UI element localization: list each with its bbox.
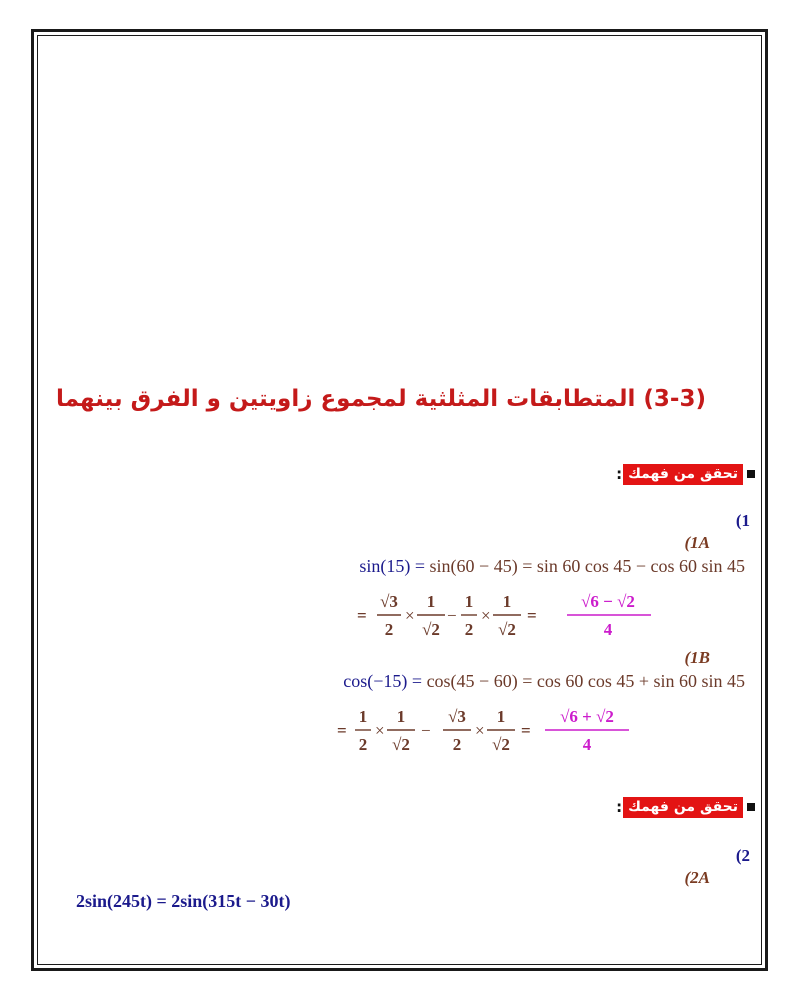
f1-num4: 1 xyxy=(502,592,512,611)
f2-num1: 1 xyxy=(358,707,368,726)
fraction-line-2-svg xyxy=(335,700,645,760)
f1-den4: √2 xyxy=(498,620,516,639)
check-badge: تحقق من فهمك xyxy=(623,797,743,818)
f2-num4: 1 xyxy=(496,707,506,726)
question-2-label: (2 xyxy=(735,846,750,865)
equation-sin15 xyxy=(359,556,745,577)
question-1-label: (1 xyxy=(735,511,750,530)
f1-den1: 2 xyxy=(384,620,394,639)
check-colon: : xyxy=(616,465,623,483)
f1-num2: 1 xyxy=(426,592,436,611)
check-understanding-1 xyxy=(616,463,755,485)
f1-num3: 1 xyxy=(464,592,474,611)
f2-num3: √3 xyxy=(448,707,466,726)
f2-times2: × xyxy=(475,721,485,740)
f1-den3: 2 xyxy=(464,620,474,639)
part-1a-label: (1A xyxy=(684,533,710,552)
f2-den2: √2 xyxy=(392,735,410,754)
fraction-line-1-svg xyxy=(355,585,665,645)
check-understanding-2 xyxy=(616,796,755,818)
check-colon: : xyxy=(616,798,623,816)
f2-den1: 2 xyxy=(358,735,368,754)
equation-sin15-lhs: sin(15) = xyxy=(359,556,426,576)
part-1b-label: (1B xyxy=(684,648,710,667)
f1-times1: × xyxy=(405,606,415,625)
part-2a-label: (2A xyxy=(684,868,710,887)
check-badge: تحقق من فهمك xyxy=(623,464,743,485)
lesson-title: (3-3) المتطابقات المثلثية لمجموع زاويتين و الفرق بينهما xyxy=(56,386,706,412)
f2-minus: − xyxy=(421,721,431,740)
f2-result-num: √6 + √2 xyxy=(560,707,614,726)
f2-eq: = xyxy=(337,721,347,740)
f1-result-num: √6 − √2 xyxy=(581,592,635,611)
equation-cos-neg15-rhs: cos(45 − 60) = cos 60 cos 45 + sin 60 sin 45 xyxy=(426,671,745,691)
f2-den3: 2 xyxy=(452,735,462,754)
f2-den4: √2 xyxy=(492,735,510,754)
f2-num2: 1 xyxy=(396,707,406,726)
equation-2sin245t xyxy=(76,891,291,912)
f1-eq2: = xyxy=(527,606,537,625)
equation-cos-neg15 xyxy=(343,671,745,692)
equation-cos-neg15-lhs: cos(−15) = xyxy=(343,671,423,691)
f1-den2: √2 xyxy=(422,620,440,639)
bullet-square-icon xyxy=(747,470,755,478)
f1-result-den: 4 xyxy=(603,620,613,639)
equation-2sin245t-text: 2sin(245t) = 2sin(315t − 30t) xyxy=(76,891,291,911)
fraction-line-2 xyxy=(335,700,645,760)
fraction-line-1 xyxy=(355,585,665,645)
f2-result-den: 4 xyxy=(582,735,592,754)
page-border-inner xyxy=(37,35,762,965)
f2-times1: × xyxy=(375,721,385,740)
bullet-square-icon xyxy=(747,803,755,811)
f1-minus: − xyxy=(447,606,457,625)
f1-eq: = xyxy=(357,606,367,625)
equation-sin15-rhs: sin(60 − 45) = sin 60 cos 45 − cos 60 sin 45 xyxy=(429,556,745,576)
f2-eq2: = xyxy=(521,721,531,740)
f1-times2: × xyxy=(481,606,491,625)
f1-num1: √3 xyxy=(380,592,398,611)
